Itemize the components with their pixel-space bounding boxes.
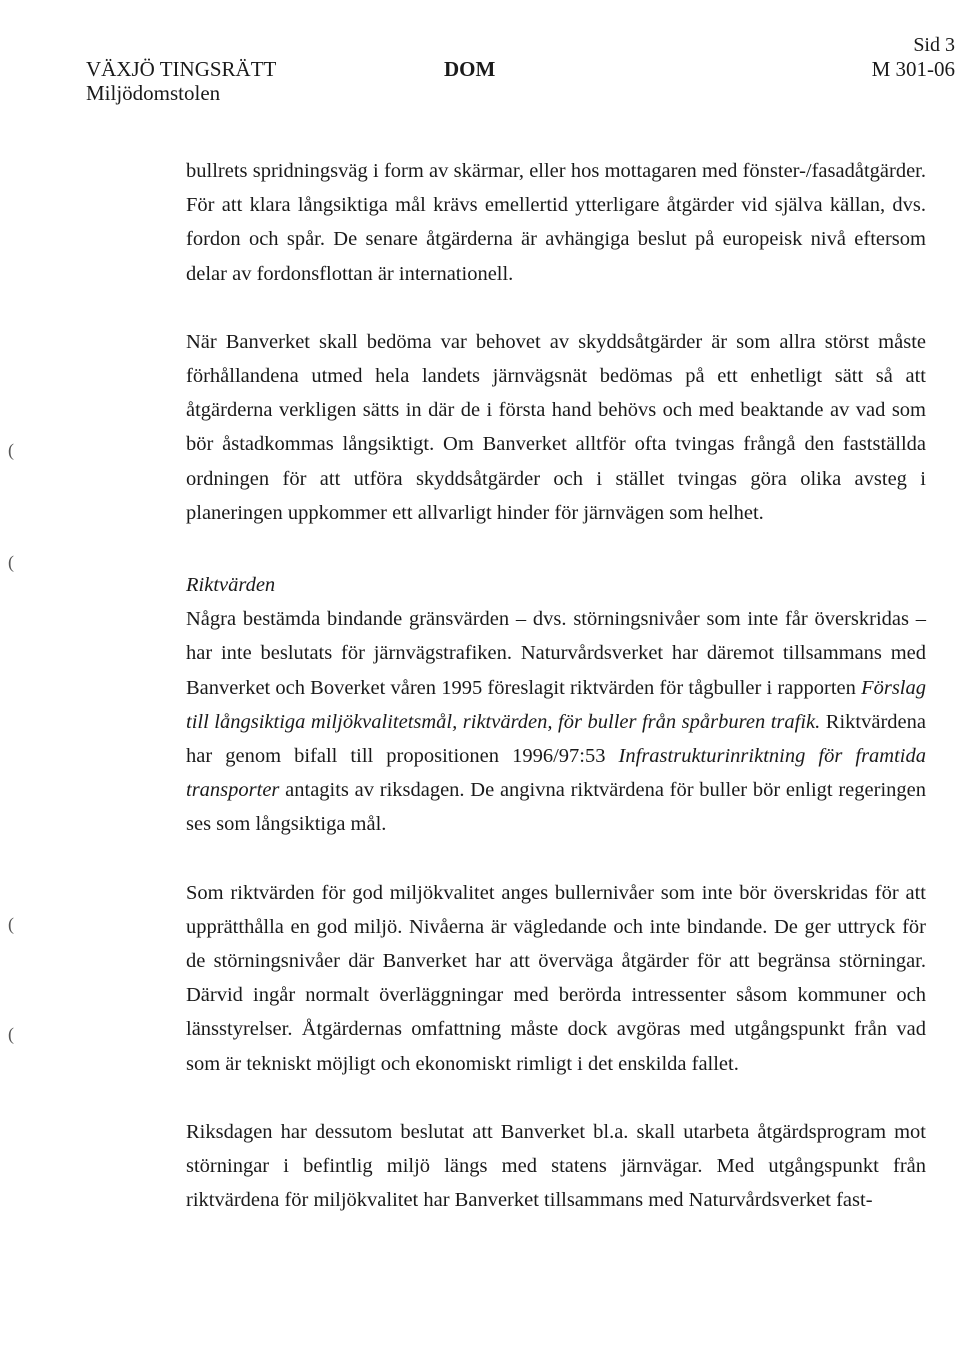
paragraph: Som riktvärden för god miljökvalitet anges bullernivåer som inte bör överskridas för att upprätthålla en god miljö. Nivåerna är vägledande och inte bindande. De ger uttryck för de störningsnivåer där Banverket har att överväga åtgärder för att begränsa störningar. Därvid ingår normalt överläggningar med berörda intressenter såsom kommuner och länsstyrelser. Åtgärdernas omfattning måste dock avgöras med utgångspunkt från vad som är tekniskt möjligt och ekonomiskt rimligt i det enskilda fallet. xyxy=(186,881,926,1075)
case-number: M 301-06 xyxy=(871,57,955,81)
paragraph xyxy=(186,602,926,841)
margin-mark: ( xyxy=(8,1024,14,1044)
court-name: VÄXJÖ TINGSRÄTT xyxy=(86,57,277,81)
page-header xyxy=(0,0,960,110)
paragraph: bullrets spridningsväg i form av skärmar, eller hos mottagaren med fönster-/fasadåtgärder. För att klara långsiktiga mål krävs emellertid ytterligare åtgärder vid själva källan, dvs. fordon och spår. De senare åtgärderna är avhängiga beslut på europeisk nivå eftersom delar av fordonsflottan är internationell. xyxy=(186,160,926,285)
section-heading: Riktvärden xyxy=(186,574,276,597)
department-name: Miljödomstolen xyxy=(86,81,221,105)
italic-title: Infrastrukturinriktning för framtida transporter xyxy=(186,745,927,802)
text-run: antagits av riksdagen. De angivna riktvärdena för buller bör enligt regeringen ses som långsiktiga mål. xyxy=(186,779,926,836)
document-type: DOM xyxy=(444,57,496,81)
margin-mark: ( xyxy=(8,552,14,572)
document-body xyxy=(186,154,926,1217)
paragraph: När Banverket skall bedöma var behovet av skyddsåtgärder är som allra störst måste förhållandena utmed hela landets järnvägsnät bedömas på ett enhetligt sätt så att åtgärderna verkligen sätts in där de i första hand behövs och med beaktande av vad som bör åstadkommas långsiktigt. Om Banverket alltför ofta tvingas frångå den fastställda ordningen för att utföra skyddsåtgärder och i stället tvingas göra olika avsteg i planeringen uppkommer ett allvarligt hinder för järnvägen som helhet. xyxy=(186,330,926,524)
margin-mark: ( xyxy=(8,914,14,934)
text-run: Riktvärdena har genom bifall till propositionen 1996/97:53 xyxy=(186,710,926,768)
text-run: Några bestämda bindande gränsvärden – dvs. störningsnivåer som inte får överskridas – har inte beslutats för järnvägstrafiken. Naturvårdsverket har däremot tillsammans med Banverket och Boverket våren 1995 föreslagit riktvärden för tågbuller i rapporten xyxy=(186,608,926,699)
margin-mark: ( xyxy=(8,440,14,460)
italic-title: Förslag till långsiktiga miljökvalitetsmål, riktvärden, för buller från spårburen trafik. xyxy=(186,676,926,733)
page-number: Sid 3 xyxy=(913,34,955,56)
paragraph: Riksdagen har dessutom beslutat att Banverket bl.a. skall utarbeta åtgärdsprogram mot störningar i befintlig miljö längs med statens järnvägar. Med utgångspunkt från riktvärdena för miljökvalitet har Banverket tillsammans med Naturvårdsverket fast- xyxy=(186,1120,926,1212)
